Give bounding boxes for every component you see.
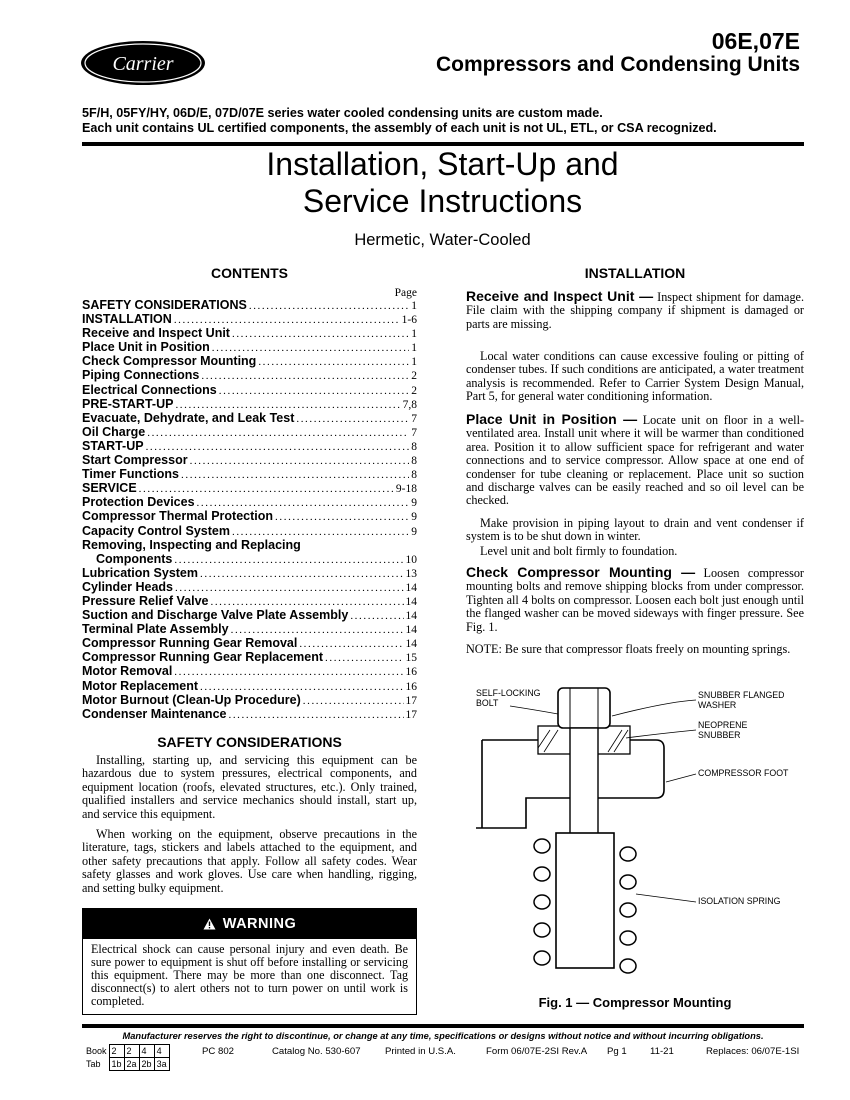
footer-rule bbox=[82, 1024, 804, 1028]
toc-entry-page: 2 bbox=[411, 384, 417, 397]
toc-entry-page: 7 bbox=[411, 412, 417, 425]
issue-date: 11-21 bbox=[650, 1046, 674, 1057]
toc-entry-title: Condenser Maintenance bbox=[82, 706, 227, 721]
toc-leader-dots bbox=[174, 553, 403, 566]
toc-entry-title: Oil Charge bbox=[82, 424, 146, 439]
toc-entry-page: 1-6 bbox=[401, 314, 417, 327]
toc-entry-title: Protection Devices bbox=[82, 495, 195, 510]
toc-entry-title: Evacuate, Dehydrate, and Leak Test bbox=[82, 410, 295, 425]
toc-leader-dots bbox=[175, 398, 400, 411]
toc-entry bbox=[82, 636, 417, 650]
safety-paragraph-2: When working on the equipment, observe precautions in the literature, tags, stickers and labels attached to the equipment, and other safety precautions that apply. Follow all safety codes. Wear safety glasses and work gloves. Use care when handling, rigging, and setting bulky equipment. bbox=[82, 827, 417, 895]
toc-entry-page: 1 bbox=[411, 342, 417, 355]
toc-leader-dots bbox=[197, 496, 410, 509]
toc-leader-dots bbox=[299, 637, 403, 650]
toc-leader-dots bbox=[296, 412, 409, 425]
warning-title: WARNING bbox=[222, 916, 297, 932]
toc-entry-page: 10 bbox=[405, 553, 417, 566]
compressor-mounting-diagram bbox=[466, 678, 804, 978]
book-cell: 4 bbox=[139, 1045, 154, 1058]
page-column-label: Page bbox=[394, 287, 417, 299]
toc-entry-page: 7 bbox=[411, 426, 417, 439]
receive-heading: Receive and Inspect Unit — bbox=[466, 288, 654, 304]
warning-box bbox=[82, 908, 417, 1015]
toc-entry bbox=[82, 425, 417, 439]
catalog-number: Catalog No. 530-607 bbox=[272, 1046, 361, 1057]
warning-triangle-icon bbox=[203, 918, 216, 930]
toc-leader-dots bbox=[212, 341, 409, 354]
toc-entry-page: 14 bbox=[405, 581, 417, 594]
toc-leader-dots bbox=[181, 468, 409, 481]
toc-entry bbox=[82, 368, 417, 382]
label-snubber-flanged: SNUBBER FLANGED bbox=[698, 690, 785, 700]
warning-header bbox=[83, 909, 416, 939]
toc-entry-page: 14 bbox=[405, 595, 417, 608]
toc-entry-title: Compressor Running Gear Replacement bbox=[82, 650, 324, 665]
form-number: Form 06/07E-2SI Rev.A bbox=[486, 1046, 588, 1057]
toc-entry-page: 15 bbox=[405, 652, 417, 665]
toc-entry-page: 9 bbox=[411, 525, 417, 538]
toc-leader-dots bbox=[232, 525, 409, 538]
toc-entry-page: 8 bbox=[411, 455, 417, 468]
book-cell: 2 bbox=[124, 1045, 139, 1058]
toc-entry bbox=[82, 495, 417, 509]
document-title: Installation, Start-Up and bbox=[266, 146, 619, 182]
toc-entry-title: Motor Burnout (Clean-Up Procedure) bbox=[82, 692, 301, 707]
toc-leader-dots bbox=[249, 299, 409, 312]
place-heading: Place Unit in Position — bbox=[466, 411, 638, 427]
toc-entry bbox=[82, 509, 417, 523]
toc-entry-title: Lubrication System bbox=[82, 565, 198, 580]
place-text: Locate unit on floor in a well-ventilated area. Install unit where it will be warmer than conditioned area. Position it to allow sufficient space for refrigerant and water connections and to service compressor. Allow space at one end of condenser for tube cleaning or replacement. Place unit so suction and discharge valves can be easily reached and so oil level can be checked. bbox=[466, 413, 805, 508]
spring-core-shape bbox=[556, 833, 614, 968]
toc-entry-page: 9 bbox=[411, 511, 417, 524]
toc-entry bbox=[82, 650, 417, 664]
toc-entry-title: Capacity Control System bbox=[82, 523, 230, 538]
toc-entry bbox=[82, 552, 417, 566]
toc-entry bbox=[82, 679, 417, 693]
carrier-logo bbox=[80, 40, 206, 86]
toc-entry-title: Motor Removal bbox=[82, 664, 173, 679]
book-cell: 2 bbox=[109, 1045, 124, 1058]
toc-leader-dots bbox=[146, 440, 410, 453]
toc-entry-page: 8 bbox=[411, 469, 417, 482]
figure-caption: Fig. 1 — Compressor Mounting bbox=[538, 995, 732, 1010]
label-compressor-foot: COMPRESSOR FOOT bbox=[698, 768, 789, 778]
toc-leader-dots bbox=[232, 327, 409, 340]
place-section bbox=[466, 413, 804, 508]
toc-entry-title: Piping Connections bbox=[82, 368, 200, 383]
safety-heading: SAFETY CONSIDERATIONS bbox=[157, 734, 342, 750]
toc-entry-title: Compressor Thermal Protection bbox=[82, 509, 274, 524]
toc-entry-page: 13 bbox=[405, 567, 417, 580]
toc-entry bbox=[82, 397, 417, 411]
receive-text: Inspect shipment for damage. File claim with the shipping company if shipment is damaged or parts are missing. bbox=[466, 290, 804, 331]
tab-cell: 1b bbox=[109, 1058, 124, 1071]
tab-label: Tab bbox=[84, 1058, 109, 1071]
toc-entry-title: INSTALLATION bbox=[82, 312, 172, 327]
document-title-line2: Service Instructions bbox=[302, 183, 583, 219]
toc-entry-title: Terminal Plate Assembly bbox=[82, 622, 229, 637]
book-label: Book bbox=[84, 1045, 109, 1058]
toc-leader-dots bbox=[325, 651, 403, 664]
toc-leader-dots bbox=[275, 510, 409, 523]
tab-row bbox=[84, 1058, 169, 1071]
notice-line: Each unit contains UL certified components, the assembly of each unit is not UL, ETL, or CSA recognized. bbox=[82, 121, 717, 135]
toc-entry bbox=[82, 566, 417, 580]
label-bolt: BOLT bbox=[476, 698, 499, 708]
label-snubber: SNUBBER bbox=[698, 730, 741, 740]
toc-entry bbox=[82, 538, 417, 552]
toc-leader-dots bbox=[200, 680, 404, 693]
toc-entry-title: SAFETY CONSIDERATIONS bbox=[82, 298, 247, 312]
place-paragraph-3: Level unit and bolt firmly to foundation. bbox=[480, 544, 678, 558]
toc-entry-title: Check Compressor Mounting bbox=[82, 354, 257, 369]
notice-line: 5F/H, 05FY/HY, 06D/E, 07D/07E series water cooled condensing units are custom made. bbox=[82, 106, 603, 120]
toc-entry bbox=[82, 707, 417, 721]
receive-section bbox=[466, 290, 804, 331]
toc-entry-page: 14 bbox=[405, 610, 417, 623]
toc-entry bbox=[82, 608, 417, 622]
toc-entry-page: 16 bbox=[405, 666, 417, 679]
toc-leader-dots bbox=[210, 595, 403, 608]
book-tab-table bbox=[84, 1044, 170, 1071]
toc-entry-title: Motor Replacement bbox=[82, 678, 198, 693]
mounting-note: NOTE: Be sure that compressor floats freely on mounting springs. bbox=[466, 642, 791, 656]
toc-entry bbox=[82, 580, 417, 594]
toc-entry bbox=[82, 326, 417, 340]
check-heading: Check Compressor Mounting — bbox=[466, 564, 696, 580]
label-isolation-spring: ISOLATION SPRING bbox=[698, 896, 781, 906]
toc-entry bbox=[82, 383, 417, 397]
check-section bbox=[466, 566, 804, 634]
disclaimer: Manufacturer reserves the right to discontinue, or change at any time, specifications or designs without notice and without incurring obligations. bbox=[122, 1031, 764, 1041]
toc-leader-dots bbox=[350, 609, 403, 622]
contents-heading: CONTENTS bbox=[211, 265, 288, 281]
toc-entry-title: SERVICE bbox=[82, 481, 137, 496]
tab-cell: 2a bbox=[124, 1058, 139, 1071]
toc-entry bbox=[82, 693, 417, 707]
toc-leader-dots bbox=[175, 581, 403, 594]
toc-entry bbox=[82, 481, 417, 495]
toc-leader-dots bbox=[303, 694, 404, 707]
toc-entry-title: Removing, Inspecting and Replacing bbox=[82, 537, 301, 552]
toc-entry bbox=[82, 298, 417, 312]
installation-heading: INSTALLATION bbox=[584, 265, 686, 281]
tab-cell: 2b bbox=[139, 1058, 154, 1071]
model-number: 06E,07E bbox=[711, 28, 800, 54]
check-text: Loosen compressor mounting bolts and remove shipping blocks from under compressor. Tighten all 4 bolts on compressor. Loosen each bolt just enough until the flanged washer can be moved sideways with finger pressure. See Fig. 1. bbox=[466, 566, 804, 634]
toc-leader-dots bbox=[147, 426, 409, 439]
toc-entry-title: START-UP bbox=[82, 438, 144, 453]
bolt-head-shape bbox=[558, 688, 610, 728]
toc-entry-page: 1 bbox=[411, 300, 417, 312]
toc-entry-title: Components bbox=[96, 551, 173, 566]
toc-entry-page: 14 bbox=[405, 638, 417, 651]
toc-entry bbox=[82, 312, 417, 326]
table-of-contents bbox=[82, 298, 417, 721]
printed-in: Printed in U.S.A. bbox=[385, 1046, 456, 1057]
toc-leader-dots bbox=[258, 355, 409, 368]
toc-entry-page: 17 bbox=[405, 708, 417, 721]
product-subtitle: Compressors and Condensing Units bbox=[435, 53, 800, 76]
toc-entry-page: 2 bbox=[411, 370, 417, 383]
toc-leader-dots bbox=[139, 482, 394, 495]
toc-entry-page: 17 bbox=[405, 694, 417, 707]
toc-entry-page: 9-18 bbox=[395, 483, 417, 496]
toc-entry-title: PRE-START-UP bbox=[82, 396, 174, 411]
book-row bbox=[84, 1045, 169, 1058]
toc-entry-page: 14 bbox=[405, 624, 417, 637]
toc-entry bbox=[82, 354, 417, 368]
receive-paragraph-2: Local water conditions can cause excessive fouling or pitting of condenser tubes. If such conditions are anticipated, a water treatment analysis is recommended. Refer to Carrier System Design Manual, Part 5, for general water conditioning information. bbox=[466, 349, 804, 404]
toc-entry-page: 16 bbox=[405, 680, 417, 693]
toc-leader-dots bbox=[190, 454, 410, 467]
toc-entry bbox=[82, 411, 417, 425]
toc-leader-dots bbox=[219, 384, 409, 397]
toc-entry bbox=[82, 340, 417, 354]
toc-leader-dots bbox=[174, 313, 400, 326]
document-subtitle: Hermetic, Water-Cooled bbox=[354, 231, 531, 249]
label-neoprene: NEOPRENE bbox=[698, 720, 748, 730]
toc-entry bbox=[82, 622, 417, 636]
toc-entry-title: Suction and Discharge Valve Plate Assembly bbox=[82, 608, 349, 623]
toc-leader-dots bbox=[174, 665, 403, 678]
warning-text: Electrical shock can cause personal injury and even death. Be sure power to equipment is shut off before installing or servicing this equipment. There may be more than one disconnect. Tag disconnect(s) to alert others not to turn power on until work is completed. bbox=[91, 942, 408, 1008]
toc-entry-title: Place Unit in Position bbox=[82, 340, 210, 355]
toc-entry-title: Cylinder Heads bbox=[82, 579, 174, 594]
book-cell: 4 bbox=[154, 1045, 169, 1058]
toc-entry bbox=[82, 594, 417, 608]
toc-entry-title: Pressure Relief Valve bbox=[82, 593, 209, 608]
toc-entry-title: Electrical Connections bbox=[82, 382, 217, 397]
toc-entry-title: Start Compressor bbox=[82, 453, 188, 468]
toc-entry-page: 8 bbox=[411, 440, 417, 453]
toc-entry-page: 9 bbox=[411, 497, 417, 510]
toc-entry bbox=[82, 453, 417, 467]
safety-paragraph-1: Installing, starting up, and servicing this equipment can be hazardous due to system pressures, electrical components, and equipment location (roofs, elevated structures, etc.). Only trained, qualified installers and service mechanics should install, start up, and service this equipment. bbox=[82, 753, 417, 821]
toc-entry-page: 1 bbox=[411, 328, 417, 341]
toc-entry-page: 7,8 bbox=[402, 398, 417, 411]
place-paragraph-2: Make provision in piping layout to drain and vent condenser if system is to be shut down in winter. bbox=[466, 516, 804, 544]
toc-entry-title: Compressor Running Gear Removal bbox=[82, 636, 298, 651]
toc-leader-dots bbox=[228, 708, 403, 721]
toc-entry bbox=[82, 467, 417, 481]
toc-entry bbox=[82, 439, 417, 453]
label-self-locking: SELF-LOCKING bbox=[476, 688, 541, 698]
toc-entry bbox=[82, 664, 417, 678]
label-washer: WASHER bbox=[698, 700, 737, 710]
page-number: Pg 1 bbox=[607, 1046, 627, 1057]
custom-notice bbox=[82, 106, 717, 136]
toc-leader-dots bbox=[201, 369, 409, 382]
toc-leader-dots bbox=[231, 623, 404, 636]
toc-entry bbox=[82, 524, 417, 538]
replaces: Replaces: 06/07E-1SI bbox=[706, 1046, 800, 1057]
logo-text: Carrier bbox=[112, 53, 174, 75]
toc-leader-dots bbox=[200, 567, 404, 580]
toc-entry-title: Timer Functions bbox=[82, 467, 180, 482]
toc-entry-page: 1 bbox=[411, 356, 417, 369]
toc-entry-title: Receive and Inspect Unit bbox=[82, 326, 230, 341]
pc-number: PC 802 bbox=[202, 1046, 234, 1057]
tab-cell: 3a bbox=[154, 1058, 169, 1071]
